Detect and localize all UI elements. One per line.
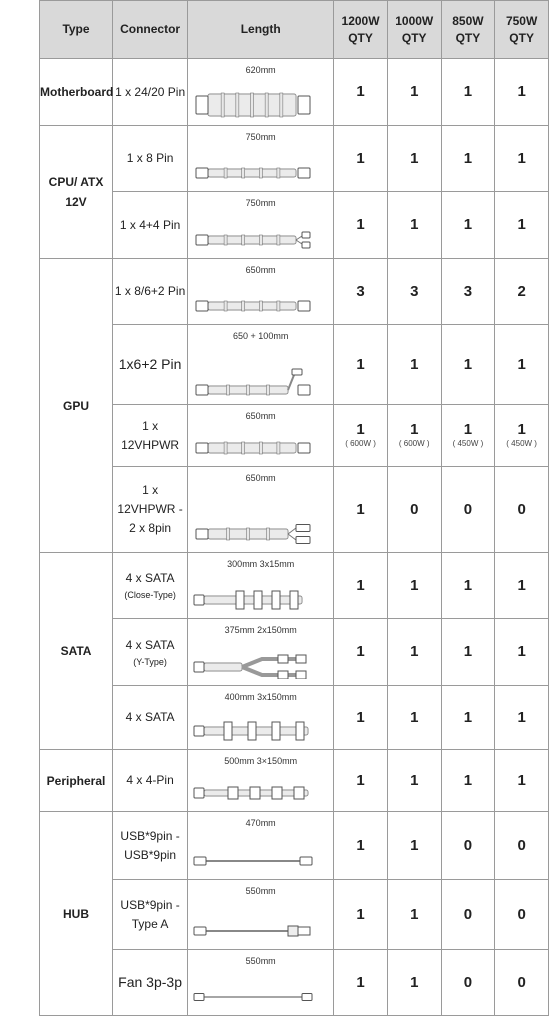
length-cell: [188, 259, 334, 325]
fan-cable-icon: [192, 979, 314, 1009]
qty-wattage-note: ( 450W ): [506, 439, 537, 448]
qty-value: 1: [356, 421, 365, 438]
sata-y-cable-icon: [192, 649, 314, 679]
connector-cell: [113, 553, 188, 619]
type-cell-cpu: CPU/ ATX 12V: [40, 126, 113, 259]
connector-cell: [113, 812, 188, 880]
qty-value: 1: [410, 576, 419, 594]
qty-value: 1: [356, 643, 365, 660]
length-cell: [188, 750, 334, 812]
connector-sublabel: (Y-Type): [133, 656, 167, 667]
table-row: [40, 686, 549, 750]
qty-value: 1: [410, 708, 419, 726]
qty-cell-750w: [495, 750, 549, 812]
qty-cell-1200w: [334, 686, 388, 750]
qty-value: 3: [356, 282, 365, 300]
cpu8-cable-icon: [192, 155, 314, 185]
connector-label: 1 x 8 Pin: [126, 151, 174, 165]
length-label: 470mm: [245, 818, 276, 828]
connector-cell: [113, 750, 188, 812]
qty-cell-850w: [441, 950, 495, 1016]
qty-value: 1: [463, 771, 473, 789]
qty-cell-1200w: [334, 950, 388, 1016]
usb-typea-cable-icon: [192, 913, 314, 943]
qty-cell-750w: [495, 325, 549, 405]
qty-value: 1: [356, 708, 365, 726]
length-label: 650 + 100mm: [233, 331, 289, 341]
qty-wattage-note: ( 600W ): [345, 439, 376, 448]
qty-value: 1: [356, 836, 365, 854]
qty-cell-850w: [441, 553, 495, 619]
connector-label: USB*9pin - Type A: [120, 897, 180, 931]
table-row: [40, 59, 549, 126]
length-cell: [188, 619, 334, 686]
12vhpwr-cable-icon: [192, 430, 314, 460]
qty-value: 1: [356, 216, 365, 233]
header-row: [40, 1, 549, 59]
connector-label: 1 x 12VHPWR: [121, 418, 180, 452]
connector-cell: [113, 950, 188, 1016]
header-1200w: 1200W QTY: [334, 1, 388, 59]
qty-cell-750w: [495, 59, 549, 126]
qty-cell-750w: [495, 686, 549, 750]
sata-close-cable-icon: [192, 582, 314, 612]
qty-value: 1: [410, 421, 419, 438]
qty-value: 1: [356, 905, 365, 923]
connector-label: 4 x SATA: [125, 571, 175, 585]
qty-cell-850w: [441, 467, 495, 553]
connector-label: 1 x 24/20 Pin: [115, 84, 186, 99]
table-row: [40, 467, 549, 553]
qty-value: 1: [517, 355, 526, 373]
qty-value: 1: [410, 771, 419, 789]
connector-cell: [113, 259, 188, 325]
length-label: 300mm 3x15mm: [227, 559, 295, 569]
connector-sublabel: (Close-Type): [124, 590, 176, 600]
length-label: 650mm: [245, 411, 276, 421]
qty-value: 1: [517, 708, 526, 726]
table-row: [40, 553, 549, 619]
length-cell: [188, 325, 334, 405]
length-cell: [188, 405, 334, 467]
qty-value: 0: [463, 973, 473, 991]
table-row: [40, 750, 549, 812]
connector-cell: [113, 686, 188, 750]
qty-cell-1000w: [387, 750, 441, 812]
qty-value: 1: [356, 149, 365, 167]
connector-label: 1 x 12VHPWR - 2 x 8pin: [117, 483, 183, 535]
qty-value: 1: [410, 83, 419, 100]
qty-cell-750w: [495, 126, 549, 192]
connector-cell: [113, 126, 188, 192]
qty-cell-850w: [441, 59, 495, 126]
header-1000w: 1000W QTY: [387, 1, 441, 59]
length-label: 500mm 3×150mm: [224, 756, 298, 766]
qty-value: 0: [517, 836, 526, 854]
usb9-cable-icon: [192, 843, 314, 873]
qty-cell-1200w: [334, 750, 388, 812]
qty-cell-850w: [441, 126, 495, 192]
qty-cell-1200w: [334, 812, 388, 880]
connector-cell: [113, 192, 188, 259]
table-row: [40, 950, 549, 1016]
connector-label: 4 x 4-Pin: [126, 773, 174, 787]
qty-cell-1000w: [387, 192, 441, 259]
qty-value: 1: [463, 708, 473, 726]
qty-value: 1: [517, 149, 526, 167]
qty-value: 1: [356, 83, 365, 100]
length-label: 650mm: [245, 265, 276, 275]
table-row: [40, 192, 549, 259]
qty-value: 1: [463, 643, 473, 660]
length-label: 650mm: [245, 473, 276, 483]
header-connector: Connector: [113, 1, 188, 59]
connector-cell: [113, 405, 188, 467]
qty-value: 1: [410, 643, 419, 660]
qty-cell-850w: [441, 192, 495, 259]
qty-value: 1: [463, 576, 473, 594]
connector-label: 4 x SATA: [125, 710, 175, 724]
qty-value: 1: [463, 149, 473, 167]
table-row: [40, 880, 549, 950]
table-row: [40, 126, 549, 192]
connector-label: Fan 3p-3p: [118, 974, 182, 990]
12vhpwr-2x8-cable-icon: [192, 516, 314, 546]
qty-value: 3: [463, 282, 473, 300]
type-cell-sata: SATA: [40, 553, 113, 750]
type-cell-motherboard: Motherboard: [40, 59, 113, 126]
qty-cell-750w: [495, 467, 549, 553]
connector-label: 4 x SATA: [125, 637, 175, 652]
qty-cell-1200w: [334, 880, 388, 950]
header-type: Type: [40, 1, 113, 59]
length-cell: [188, 553, 334, 619]
type-cell-hub: HUB: [40, 812, 113, 1016]
qty-value: 1: [410, 355, 419, 373]
qty-cell-750w: [495, 880, 549, 950]
qty-cell-850w: [441, 325, 495, 405]
qty-value: 0: [517, 500, 526, 518]
qty-cell-850w: [441, 812, 495, 880]
qty-value: 1: [410, 149, 419, 167]
qty-cell-1000w: [387, 553, 441, 619]
length-label: 620mm: [245, 65, 276, 75]
qty-value: 1: [463, 421, 473, 438]
molex-cable-icon: [192, 775, 314, 805]
qty-cell-1000w: [387, 259, 441, 325]
qty-value: 1: [517, 83, 526, 100]
qty-cell-850w: [441, 686, 495, 750]
table-row: [40, 325, 549, 405]
qty-cell-1000w: [387, 59, 441, 126]
qty-value: 1: [356, 355, 365, 373]
qty-value: 0: [463, 905, 473, 923]
qty-cell-1200w: [334, 405, 388, 467]
qty-value: 1: [410, 905, 419, 923]
qty-cell-1000w: [387, 686, 441, 750]
length-cell: [188, 467, 334, 553]
qty-cell-1000w: [387, 619, 441, 686]
length-label: 400mm 3x150mm: [224, 692, 297, 702]
qty-cell-750w: [495, 259, 549, 325]
table-row: [40, 619, 549, 686]
table-row: [40, 812, 549, 880]
qty-value: 1: [517, 216, 526, 233]
connector-label: 1 x 8/6+2 Pin: [114, 284, 186, 298]
qty-cell-1200w: [334, 259, 388, 325]
length-label: 550mm: [245, 886, 276, 896]
qty-cell-1200w: [334, 126, 388, 192]
connector-label: 1 x 4+4 Pin: [119, 217, 181, 232]
qty-value: 0: [410, 500, 419, 518]
type-cell-peripheral: Peripheral: [40, 750, 113, 812]
sata-chain-cable-icon: [192, 713, 314, 743]
length-cell: [188, 812, 334, 880]
qty-value: 1: [410, 836, 419, 854]
qty-value: 1: [463, 83, 473, 100]
qty-value: 1: [463, 216, 473, 233]
qty-cell-1000w: [387, 880, 441, 950]
qty-cell-750w: [495, 553, 549, 619]
qty-cell-850w: [441, 750, 495, 812]
connector-cell: [113, 619, 188, 686]
table-row: [40, 405, 549, 467]
length-cell: [188, 126, 334, 192]
qty-cell-1000w: [387, 126, 441, 192]
header-length: Length: [188, 1, 334, 59]
qty-value: 0: [463, 836, 473, 854]
length-label: 550mm: [245, 956, 276, 966]
length-cell: [188, 192, 334, 259]
qty-value: 1: [517, 643, 526, 660]
cable-spec-table: [39, 0, 549, 1016]
atx24-cable-icon: [192, 89, 314, 119]
qty-cell-1200w: [334, 553, 388, 619]
qty-cell-1000w: [387, 950, 441, 1016]
qty-value: 1: [356, 771, 365, 789]
connector-cell: [113, 467, 188, 553]
qty-cell-750w: [495, 812, 549, 880]
length-cell: [188, 950, 334, 1016]
qty-cell-1000w: [387, 325, 441, 405]
qty-cell-850w: [441, 619, 495, 686]
pcie862-cable-icon: [192, 288, 314, 318]
qty-cell-1200w: [334, 325, 388, 405]
connector-cell: [113, 59, 188, 126]
qty-value: 0: [517, 905, 526, 923]
qty-cell-850w: [441, 880, 495, 950]
qty-value: 1: [410, 973, 419, 991]
qty-value: 1: [463, 355, 473, 373]
pcie62-split-cable-icon: [192, 368, 314, 398]
qty-cell-750w: [495, 405, 549, 467]
qty-cell-1200w: [334, 59, 388, 126]
qty-cell-750w: [495, 192, 549, 259]
qty-value: 0: [463, 500, 473, 518]
qty-value: 1: [517, 771, 526, 789]
type-cell-gpu: GPU: [40, 259, 113, 553]
qty-value: 1: [517, 421, 526, 438]
qty-cell-850w: [441, 259, 495, 325]
qty-cell-850w: [441, 405, 495, 467]
qty-value: 1: [356, 576, 365, 594]
qty-cell-750w: [495, 950, 549, 1016]
qty-value: 3: [410, 282, 419, 300]
connector-label: USB*9pin - USB*9pin: [120, 828, 180, 862]
connector-label: 1x6+2 Pin: [118, 356, 182, 372]
qty-wattage-note: ( 600W ): [398, 439, 430, 448]
length-cell: [188, 880, 334, 950]
qty-cell-1200w: [334, 467, 388, 553]
qty-cell-1200w: [334, 192, 388, 259]
qty-value: 1: [410, 216, 419, 233]
qty-wattage-note: ( 450W ): [452, 439, 484, 448]
length-label: 750mm: [245, 198, 276, 208]
qty-value: 1: [517, 576, 526, 594]
connector-cell: [113, 325, 188, 405]
qty-value: 1: [356, 973, 365, 991]
table-row: [40, 259, 549, 325]
qty-cell-750w: [495, 619, 549, 686]
qty-cell-1000w: [387, 467, 441, 553]
qty-cell-1000w: [387, 405, 441, 467]
qty-value: 0: [517, 973, 526, 991]
length-cell: [188, 59, 334, 126]
header-850w: 850W QTY: [441, 1, 495, 59]
length-cell: [188, 686, 334, 750]
qty-cell-1000w: [387, 812, 441, 880]
qty-value: 2: [517, 282, 526, 300]
cpu44-cable-icon: [192, 222, 314, 252]
connector-cell: [113, 880, 188, 950]
qty-value: 1: [356, 500, 365, 518]
qty-cell-1200w: [334, 619, 388, 686]
header-750w: 750W QTY: [495, 1, 549, 59]
length-label: 375mm 2x150mm: [224, 625, 297, 635]
length-label: 750mm: [245, 132, 276, 142]
